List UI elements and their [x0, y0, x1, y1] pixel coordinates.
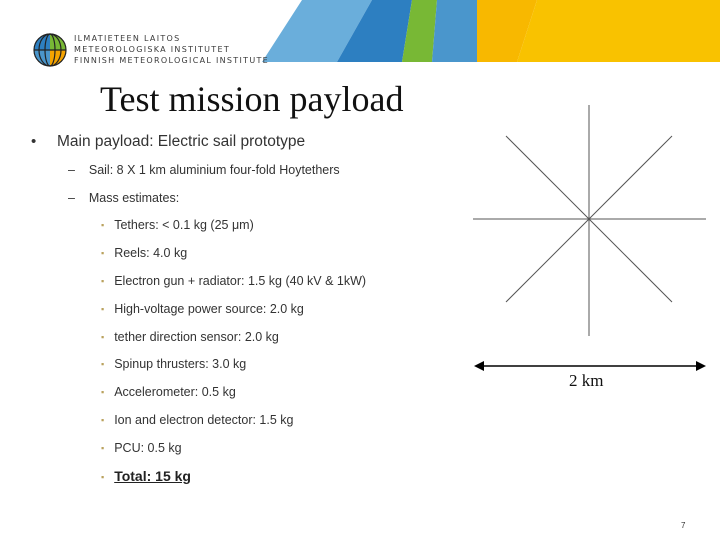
slide-title: Test mission payload — [100, 79, 404, 119]
mass-item — [101, 385, 236, 399]
institute-name-swedish: METEOROLOGISKA INSTITUTET — [74, 45, 231, 54]
mass-item-text: Electron gun + radiator: 1.5 kg (40 kV & 1kW) — [114, 274, 367, 288]
mass-item-text: Spinup thrusters: 3.0 kg — [114, 357, 247, 371]
square-bullet-icon: ▪ — [101, 248, 105, 258]
sub-bullet-text: Mass estimates: — [88, 191, 180, 205]
sub-bullet — [68, 191, 179, 205]
dash-marker: – — [68, 163, 75, 177]
dash-marker: – — [68, 191, 75, 205]
mass-item-text: Reels: 4.0 kg — [114, 246, 188, 260]
institute-name-english: FINNISH METEOROLOGICAL INSTITUTE — [74, 56, 270, 65]
mass-item-text: Ion and electron detector: 1.5 kg — [114, 413, 294, 427]
mass-item-text: Tethers: < 0.1 kg (25 μm) — [114, 218, 254, 232]
mass-item — [101, 302, 304, 316]
header-color-bars — [262, 0, 720, 62]
institute-name-finnish: ILMATIETEEN LAITOS — [74, 34, 181, 43]
mass-item — [101, 274, 366, 288]
main-bullet: Main payload: Electric sail prototype — [57, 133, 306, 150]
sail-diagram — [470, 100, 720, 400]
mass-item-text: Accelerometer: 0.5 kg — [114, 385, 236, 399]
mass-total-text: Total: 15 kg — [114, 468, 191, 484]
mass-total — [101, 468, 191, 484]
institute-logo-icon — [30, 32, 70, 68]
square-bullet-icon: ▪ — [101, 359, 105, 369]
sub-bullet — [68, 163, 340, 177]
square-bullet-icon: ▪ — [101, 415, 105, 425]
mass-item-text: High-voltage power source: 2.0 kg — [114, 302, 304, 316]
scale-arrow — [474, 361, 706, 371]
square-bullet-icon: ▪ — [101, 332, 105, 342]
sub-bullet-text: Sail: 8 X 1 km aluminium four-fold Hoytethers — [88, 163, 340, 177]
mass-item — [101, 218, 254, 232]
mass-item — [101, 357, 246, 371]
square-bullet-icon: ▪ — [101, 276, 105, 286]
square-bullet-icon: ▪ — [101, 220, 105, 230]
bullet-marker: • — [31, 133, 37, 150]
square-bullet-icon: ▪ — [101, 387, 105, 397]
square-bullet-icon: ▪ — [101, 443, 105, 453]
square-bullet-icon: ▪ — [101, 304, 105, 314]
mass-item-text: tether direction sensor: 2.0 kg — [114, 330, 279, 344]
scale-label: 2 km — [569, 371, 604, 390]
mass-item — [101, 413, 294, 427]
mass-item — [101, 330, 279, 344]
mass-item — [101, 441, 182, 455]
page-number: 7 — [681, 521, 686, 530]
square-bullet-icon: ▪ — [101, 472, 105, 482]
mass-item — [101, 246, 187, 260]
header-bar — [432, 0, 477, 62]
header-bar — [517, 0, 720, 62]
mass-item-text: PCU: 0.5 kg — [114, 441, 182, 455]
